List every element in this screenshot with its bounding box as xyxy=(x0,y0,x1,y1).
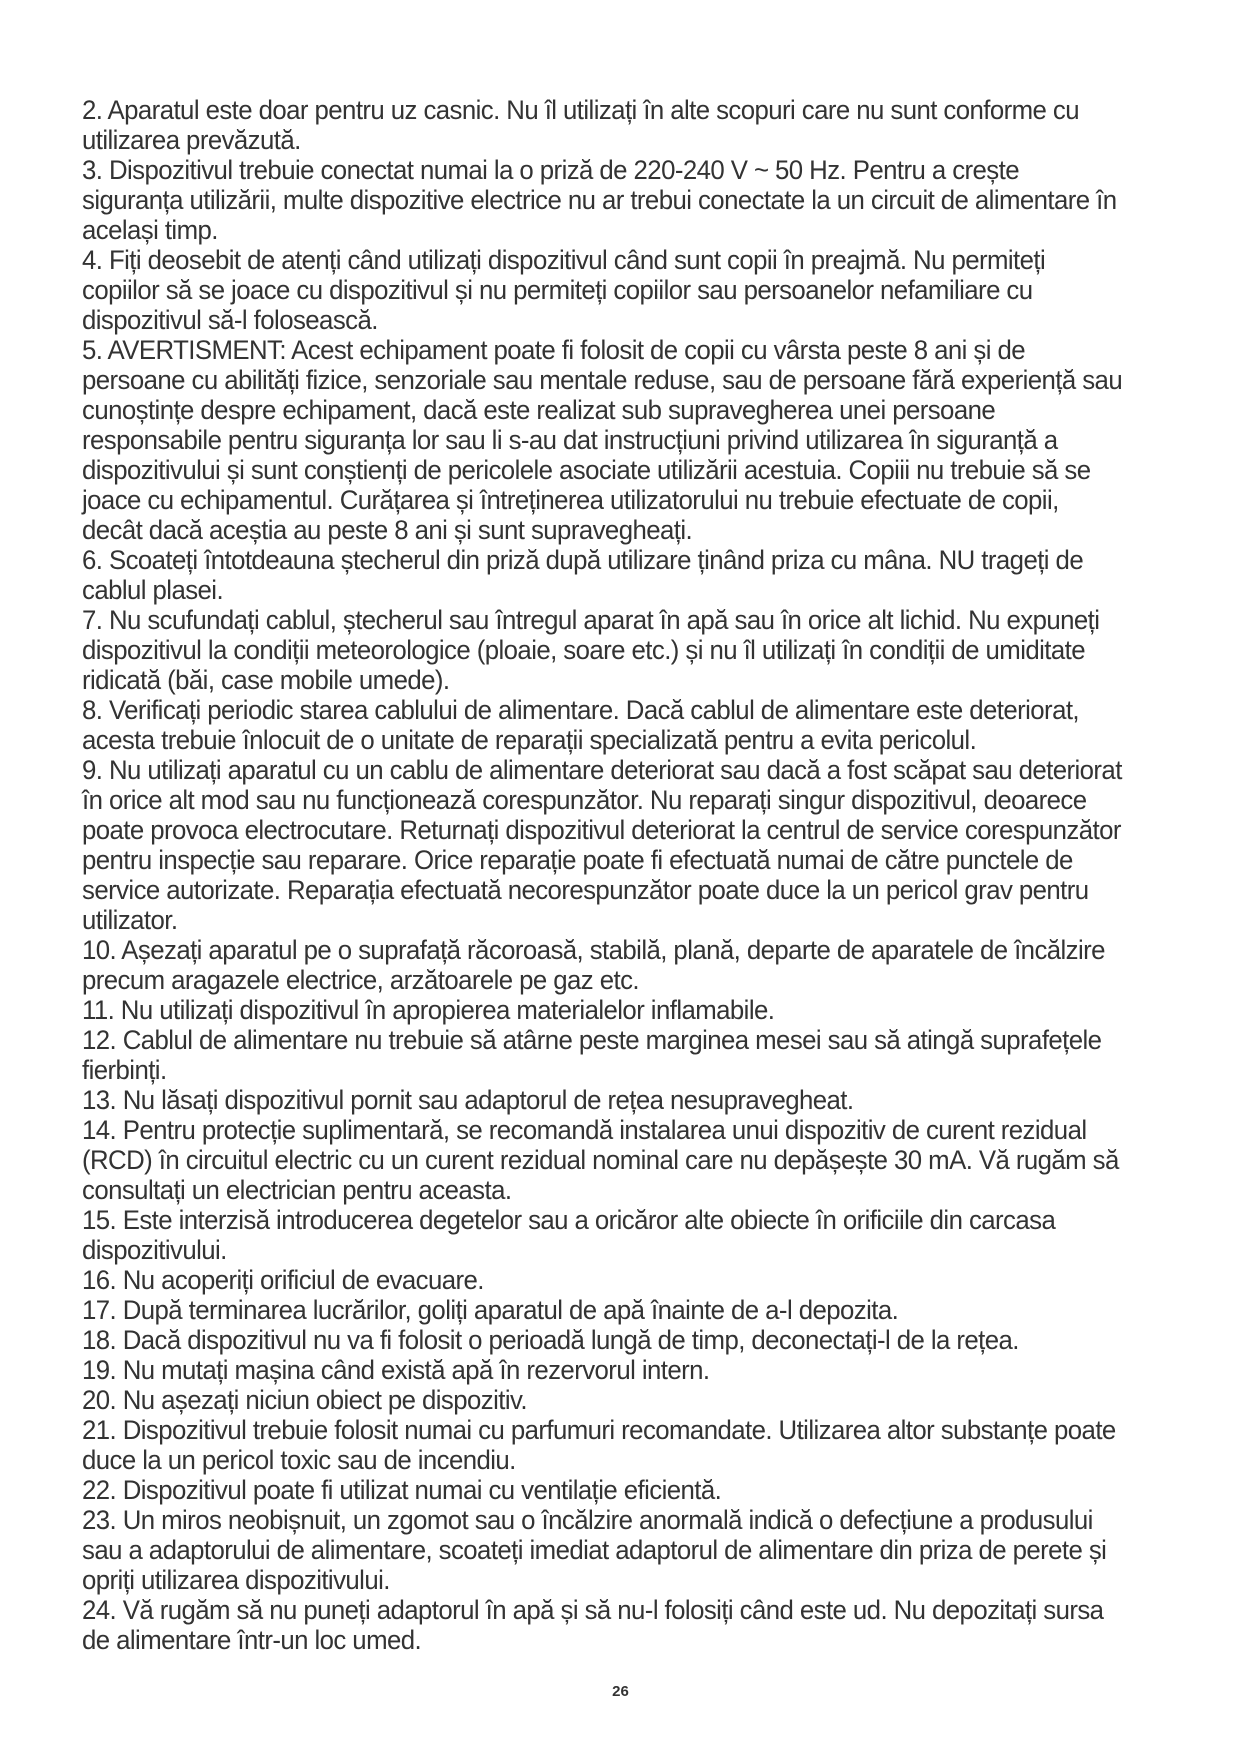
instruction-item: 21. Dispozitivul trebuie folosit numai cu parfumuri recomandate. Utilizarea altor substanțe poate duce la un pericol toxic sau de incendiu. xyxy=(82,1415,1116,1475)
instruction-item: 24. Vă rugăm să nu puneți adaptorul în apă și să nu-l folosiți când este ud. Nu depozitați sursa de alimentare într-un loc umed. xyxy=(82,1595,1104,1655)
instruction-item: 15. Este interzisă introducerea degetelor sau a oricăror alte obiecte în orificiile din carcasa dispozitivului. xyxy=(82,1205,1056,1265)
instruction-item: 16. Nu acoperiți orificiul de evacuare. xyxy=(82,1265,484,1295)
instruction-item: 3. Dispozitivul trebuie conectat numai la o priză de 220-240 V ~ 50 Hz. Pentru a crește siguranța utilizării, multe dispozitive electrice nu ar trebui conectate la un circuit de alimentare în același timp. xyxy=(82,155,1117,245)
instruction-item: 9. Nu utilizați aparatul cu un cablu de alimentare deteriorat sau dacă a fost scăpat sau deteriorat în orice alt mod sau nu funcționează corespunzător. Nu reparați singur dispozitivul, deoarece poate provoca electrocutare. Returnați dispozitivul deteriorat la centrul de service corespunzător pentru inspecție sau reparare. Orice reparație poate fi efectuată numai de către punctele de service autorizate. Reparația efectuată necorespunzător poate duce la un pericol grav pentru utilizator. xyxy=(82,755,1122,935)
instruction-item: 4. Fiți deosebit de atenți când utilizați dispozitivul când sunt copii în preajmă. Nu permiteți copiilor să se joace cu dispozitivul și nu permiteți copiilor sau persoanelor nefamiliare cu dispozitivul să-l folosească. xyxy=(82,245,1046,335)
instruction-item: 2. Aparatul este doar pentru uz casnic. Nu îl utilizați în alte scopuri care nu sunt conforme cu utilizarea prevăzută. xyxy=(82,95,1080,155)
instruction-item: 18. Dacă dispozitivul nu va fi folosit o perioadă lungă de timp, deconectați-l de la rețea. xyxy=(82,1325,1019,1355)
instruction-item: 23. Un miros neobișnuit, un zgomot sau o încălzire anormală indică o defecțiune a produsului sau a adaptorului de alimentare, scoateți imediat adaptorul de alimentare din priza de perete și opriți utilizarea dispozitivului. xyxy=(82,1505,1107,1595)
instruction-item: 7. Nu scufundați cablul, ștecherul sau întregul aparat în apă sau în orice alt lichid. Nu expuneți dispozitivul la condiții meteorologice (ploaie, soare etc.) și nu îl utilizați în condiții de umiditate ridicată (băi, case mobile umede). xyxy=(82,605,1100,695)
instruction-item: 11. Nu utilizați dispozitivul în apropierea materialelor inflamabile. xyxy=(82,995,775,1025)
instruction-item: 19. Nu mutați mașina când există apă în rezervorul intern. xyxy=(82,1355,710,1385)
instruction-item: 14. Pentru protecție suplimentară, se recomandă instalarea unui dispozitiv de curent rezidual (RCD) în circuitul electric cu un curent rezidual nominal care nu depășește 30 mA. Vă rugăm să consultați un electrician pentru aceasta. xyxy=(82,1115,1119,1205)
instruction-item: 22. Dispozitivul poate fi utilizat numai cu ventilație eficientă. xyxy=(82,1475,722,1505)
instruction-item: 8. Verificați periodic starea cablului de alimentare. Dacă cablul de alimentare este deteriorat, acesta trebuie înlocuit de o unitate de reparații specializată pentru a evita pericolul. xyxy=(82,695,1080,755)
instruction-item: 10. Așezați aparatul pe o suprafață răcoroasă, stabilă, plană, departe de aparatele de încălzire precum aragazele electrice, arzătoarele pe gaz etc. xyxy=(82,935,1105,995)
instruction-item: 20. Nu așezați niciun obiect pe dispozitiv. xyxy=(82,1385,528,1415)
instruction-item: 13. Nu lăsați dispozitivul pornit sau adaptorul de rețea nesupravegheat. xyxy=(82,1085,854,1115)
instruction-item: 6. Scoateți întotdeauna ștecherul din priză după utilizare ținând priza cu mâna. NU trageți de cablul plasei. xyxy=(82,545,1084,605)
page-number: 26 xyxy=(612,1683,629,1700)
instruction-item: 12. Cablul de alimentare nu trebuie să atârne peste marginea mesei sau să atingă suprafețele fierbinți. xyxy=(82,1025,1102,1085)
safety-instructions-list xyxy=(82,95,1123,1655)
instruction-item: 17. După terminarea lucrărilor, goliți aparatul de apă înainte de a-l depozita. xyxy=(82,1295,899,1325)
instruction-item: 5. AVERTISMENT: Acest echipament poate fi folosit de copii cu vârsta peste 8 ani și de persoane cu abilități fizice, senzoriale sau mentale reduse, sau de persoane fără experiență sau cunoștințe despre echipament, dacă este realizat sub supravegherea unei persoane responsabile pentru siguranța lor sau li s-au dat instrucțiuni privind utilizarea în siguranță a dispozitivului și sunt conștienți de pericolele asociate utilizării acestuia. Copiii nu trebuie să se joace cu echipamentul. Curățarea și întreținerea utilizatorului nu trebuie efectuate de copii, decât dacă aceștia au peste 8 ani și sunt supravegheați. xyxy=(82,335,1123,545)
